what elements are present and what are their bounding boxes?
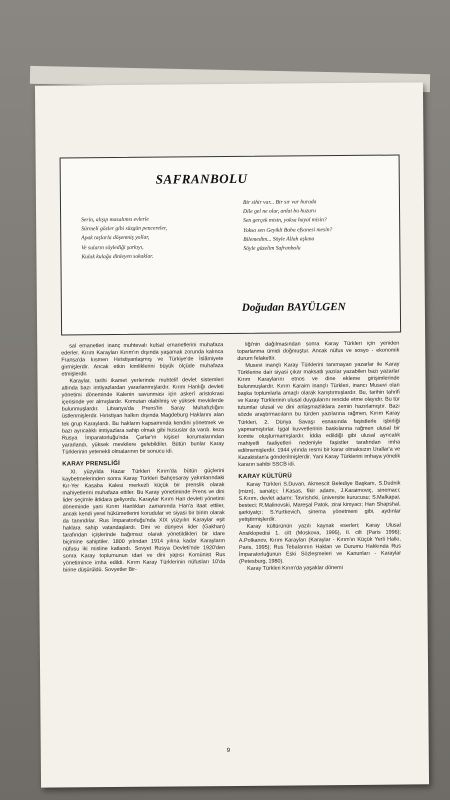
poem-line: Sen gerçek misin, yoksa hayal misin? [243, 217, 327, 225]
poem-box [60, 155, 402, 336]
poem-line: Bir sihir var... Bir sır var burada [242, 199, 317, 206]
poem-line: Söyle güzelim Safranbolu [243, 245, 301, 252]
paragraph: Musevi inançlı Karay Türklerini tanımayan yazarlar ile Karay Türklerine dair siyasi çıkar maksatlı yazılar yazabilen bazı yazarlar Kırım Karaylarını etnos ve dine ekleme girişimlerinde bulunmuşlardır. Kırım Karaim inançlı Türkleri, inancı Musevi olan başka toplumlarla amaçlı olarak karıştırmışlardır. Bu, tarihin tahrifi ve Karay Türklerinin ulusal duygularını rencide etme olayıdır. Bu tür tutumlar ulusal ve dini anlaşmazlıklara zemin hazırlamıştır. Bazı sözde araştırmacıların bu türden yazılarına rağmen, Kırım Karay Türkleri, 2. Dünya Savaşı esnasında faşistlerle işbirliği yapmamıştırlar. İşgal kuvvetlerinin baskılarına rağmen ulusal bir komite oluşturmamışlardır. İddia edildiği gibi ulusal ayrıcalık mahiyetli faaliyetleri nedeniyle faşistler tarafından imha edilmemişlerdir. 1944 yılında resmi bir karar olmaksızın Urallar'a ve Kazakistan'a gönderilmişlerdir. Yani Karay Türklerini imhaya yönelik kararın sahibi SSCB idi. [237, 361, 401, 468]
paragraph: Karaylar, tarihi ikamet yerlerinde muhtelif devlet sistemleri altında bazı imtiyazlardan yararlanmışlardır. Kırım Hanlığı devleti yönetimi döneminde Kalenin savunması için askerî aristokrasi içerisinde yer almışlardır. Komutan olabilmiş ve yüksek mevkilerde bulunmuşlardır. Litvanya'da Prens'lin Saray Muhafızlığını üstlenmişlerdir. Hıristiyan halkın dışında Magdeburg Haklarını alan tek grup Karaylardı. Bu hakların kapsamında kendini yönetmek ve bazı ayrıcalıklı imtiyazlara sahip olmak gibi hususlar da vardı. keza Rusya İmparatorluğu'nda Çarlar'ın kişisel korumalarından yararlandı, yüksek mevkilere gelebildiler. Bütün bunlar Karay Türklerinin yetenekli olmalarının bir sonucu idi. [61, 377, 225, 456]
paragraph: XI. yüzyılda Hazar Türkleri Kırım'da bütün güçlerini kaybetmelerinden sonra Karay Türkleri Bahçesaray yakınlarındaki Kır-Yer Kasaba Kalesi merkezli küçük bir prenslik olarak mahiyetlerini muhafaza ettiler. Bu Karay yönetiminde Prens ve dini lider seçimle iktidara geliyordu. Karaylar Kırım Han devleti yönetimi döneminde yani Kırım Hanlıkları zamanında Han'a itaat ettiler, ancak kendi yerel hükümetlerini korudular ve siyasi bir birim olarak da tanındılar. Rus İmparatorluğu'nda XIX yüzyılın Karaylar eşit haklara sahip vatandaşlardı. Dini ve dünyevi lider (Gakhan) tarafından içişlerinde bağımsız olarak yönetildikleri bir idare biçimine sahiptiler. 1800 yılından 1914 yılına kadar Karayların nüfusu iki misline katlandı. Sovyet Rusya Devleti'nde 1920'den sonra Karay toplumunun idari ve dini yapısı Komünist Rus yönetimince imha edildi. Kırım Karay Türklerinin nüfusları 10'da birine düşürüldü. Sovyetler Bir- [62, 467, 226, 574]
magazine-page [35, 82, 429, 787]
page-number: 9 [226, 748, 231, 755]
poem-right-stanza [243, 198, 393, 255]
paragraph: Karay kültürünün yazılı kaynak eserleri; Karay Ulusal Ansiklopedisi 1. cilt (Moskova, 1995), II. cilt (Paris 1996); A.Polkanov, Kırım Karayları (Karaylar - Kırım'ın Küçük Yerli Halkı, Paris, 1995); Rus Tebalarının Hakları ve Durumu Hakkında Rus İmparatorluğunun Eski Sözleşmeleri ve Kanunları - Karaylar (Petesburg, 1980). [238, 522, 402, 566]
poem-line: Kulak kulağa dinleyen sokaklar. [81, 253, 154, 261]
paragraph: Karay Türkleri Kırım'da yaşaklar dönemi [247, 565, 343, 573]
poem-left-stanza [81, 215, 231, 262]
poem-line: Apak taşlarla döşenmiş yollar, [81, 235, 150, 242]
article-left-column [61, 342, 225, 575]
paragraph: Karay Türkleri S.Duvan, Akmescit Belediye Başkanı, S.Dudnik (mizn), sanatçı; İ.Kasas, fikir adamı, J.Karaimoviç, sinemacı; S.Kırım, devlet adamı; Tavrishcki, üniversite kurucusu; S.Malkapar, besteci; R.Malinovski, Mareşal Patok, zirai kimyacı; Han Shapshal, şarkiyatçı; S.Yurtkevich, sinema yönetmeni gibi, aydınlar yetiştirmişlerdir. [238, 480, 401, 524]
poem-line: Ve suların söylediği şarkıyı, [81, 244, 144, 251]
poem-line: Bilemedim... Söyle Allah aşkına [243, 236, 315, 243]
paragraph: sal emanetleri inanç muhtevalı kutsal emanetlerini muhafaza ederler. Kırım Karayları Kırım'ın dışında yaşamak zorunda kalınca Fransa'da kısmen Hıristiyanlaşmış ve Türkiye'de İslâmiyete girmişlerdir. Ancak etkin kimliklerini büyük ölçüde muhafaza etmişlerdir. [61, 342, 224, 378]
article-right-column [237, 341, 401, 574]
poem-line: Serin, alışıp masalımsı evlerle [81, 216, 149, 224]
poem-line: Sürmeli gözler gibi süzgün pencereler, [81, 225, 167, 233]
section-heading: KARAY PRENSLİĞİ [62, 460, 120, 468]
poem-line: Yoksa sen Geyikli Baba efsanesi mesin? [243, 226, 333, 234]
paragraph: liği'nin dağılmasından sonra Karay Türkleri için yeniden toparlanma ümidi doğmuştur. Ancak nüfus ve sosyo - ekonomik durum felakettir. [237, 340, 400, 363]
poem-title: SAFRANBOLU [155, 170, 248, 187]
poem-line: Dile gel ne olur, anlat bu huzuru [243, 208, 316, 216]
section-heading: KARAY KÜLTÜRÜ [238, 473, 292, 480]
poem-author: Doğudan BAYÜLGEN [241, 301, 346, 314]
